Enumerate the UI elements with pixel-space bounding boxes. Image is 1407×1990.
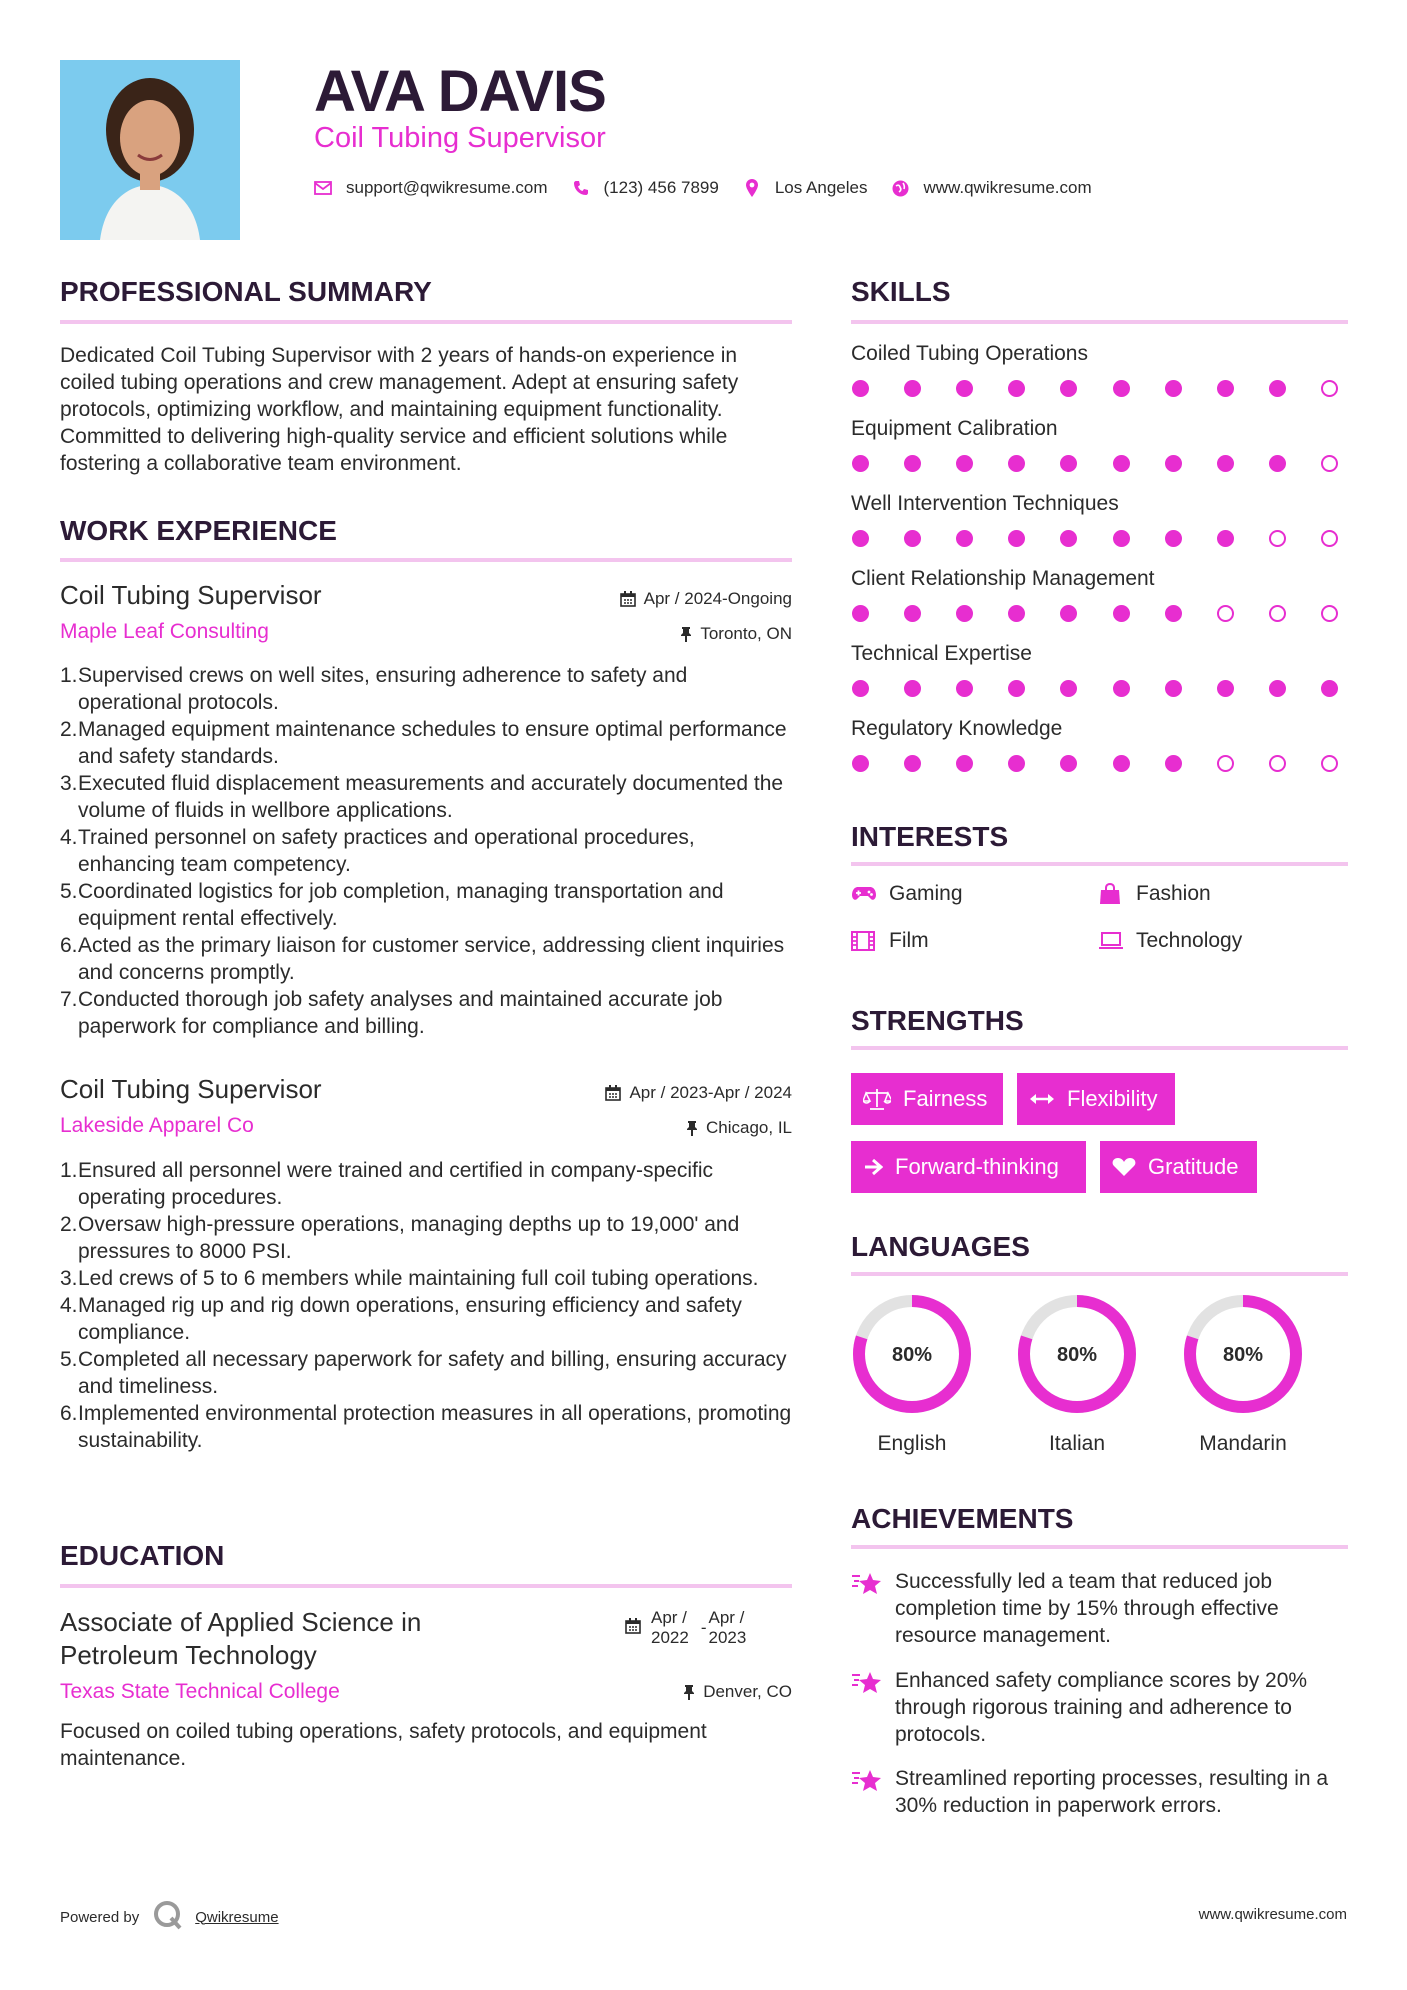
rating-dot-filled (852, 605, 869, 622)
rating-dot-filled (1008, 455, 1025, 472)
interest-fashion: Fashion (1098, 882, 1211, 906)
rating-dot-filled (852, 680, 869, 697)
pushpin-icon (683, 1684, 695, 1700)
list-item: 1. Ensured all personnel were trained and certified in company-specific operating procedures. (60, 1159, 714, 1209)
contact-location: Los Angeles (774, 178, 868, 197)
job-responsibilities (60, 1157, 796, 1454)
rating-dot-filled (1217, 680, 1234, 697)
rating-dot-filled (1165, 530, 1182, 547)
globe-icon (891, 179, 909, 197)
rating-dot-filled (904, 530, 921, 547)
rating-dot-filled (1060, 455, 1077, 472)
rating-dot-filled (1060, 755, 1077, 772)
achievement-item: Enhanced safety compliance scores by 20% through rigorous training and adherence to protocols. (851, 1667, 1345, 1748)
job-location-text: Chicago, IL (706, 1118, 792, 1137)
rating-dot-filled (956, 605, 973, 622)
job-company: Maple Leaf Consulting (60, 620, 269, 643)
rating-dot-filled (904, 605, 921, 622)
skill-name: Coiled Tubing Operations (851, 342, 1088, 365)
strength-fairness: Fairness (851, 1073, 1003, 1125)
qwikresume-logo-icon (153, 1900, 183, 1934)
rating-dot-filled (1165, 680, 1182, 697)
skill-name: Technical Expertise (851, 642, 1032, 665)
summary-text: Dedicated Coil Tubing Supervisor with 2 years of hands-on experience in coiled tubing operations and crew management. Adept at ensuring safety protocols, optimizing workflow, and maintaining equipment functionality. Committed to delivering high-quality service and efficient solutions while fostering a collaborative team environment. (60, 344, 739, 475)
rating-dot-filled (1321, 680, 1338, 697)
experience-heading: WORK EXPERIENCE (60, 515, 337, 546)
list-item: 6. Implemented environmental protection measures in all operations, promoting sustainability. (60, 1402, 792, 1452)
rating-dot-empty (1321, 455, 1338, 472)
list-item: 2. Oversaw high-pressure operations, managing depths up to 19,000' and pressures to 8000 PSI. (60, 1213, 740, 1263)
language-ring (1016, 1293, 1138, 1415)
rating-dot-filled (956, 530, 973, 547)
rating-dot-filled (1165, 455, 1182, 472)
rating-dot-filled (1008, 380, 1025, 397)
date-separator: - (700, 1618, 707, 1637)
rating-dot-filled (956, 680, 973, 697)
calendar-icon (620, 591, 636, 607)
degree-title: Associate of Applied Science in Petroleum Technology (60, 1607, 422, 1670)
job-location-text: Toronto, ON (700, 624, 792, 643)
contact-email[interactable]: support@qwikresume.com (346, 178, 548, 197)
education-divider (60, 1584, 792, 1588)
interest-film: Film (851, 929, 929, 953)
strengths-heading: STRENGTHS (851, 1005, 1024, 1036)
rating-dot-filled (904, 380, 921, 397)
shopping-bag-icon (1098, 883, 1126, 905)
skills-heading: SKILLS (851, 276, 951, 307)
list-item: 1. Supervised crews on well sites, ensuring adherence to safety and operational protocols. (60, 664, 688, 714)
footer-powered-by: Powered by Qwikresume (60, 1900, 279, 1934)
language-percent: 80% (1056, 1344, 1098, 1366)
skill-rating (852, 380, 1338, 397)
rating-dot-empty (1269, 605, 1286, 622)
experience-divider (60, 558, 792, 562)
rating-dot-empty (1217, 605, 1234, 622)
envelope-icon (314, 179, 332, 197)
job-dates (480, 589, 792, 609)
strength-forward-thinking: Forward-thinking (851, 1141, 1086, 1193)
end-date: Apr / 2023 (708, 1608, 747, 1647)
achievement-item: Streamlined reporting processes, resulting in a 30% reduction in paperwork errors. (851, 1765, 1345, 1819)
skill-name: Equipment Calibration (851, 417, 1058, 440)
rating-dot-filled (1008, 680, 1025, 697)
achievement-item: Successfully led a team that reduced job completion time by 15% through effective resource management. (851, 1568, 1345, 1649)
job-dates (480, 1083, 792, 1103)
arrow-right-icon (863, 1158, 883, 1176)
shooting-star-icon (851, 1765, 885, 1819)
rating-dot-filled (1217, 380, 1234, 397)
rating-dot-filled (852, 755, 869, 772)
languages-divider (851, 1272, 1348, 1276)
start-date: Apr / 2022 (651, 1608, 689, 1647)
contact-website[interactable]: www.qwikresume.com (923, 178, 1092, 197)
calendar-icon (605, 1085, 621, 1101)
rating-dot-filled (1113, 755, 1130, 772)
rating-dot-filled (1008, 530, 1025, 547)
skills-divider (851, 320, 1348, 324)
heart-icon (1112, 1157, 1136, 1177)
candidate-role: Coil Tubing Supervisor (314, 122, 606, 154)
rating-dot-filled (1113, 530, 1130, 547)
summary-divider (60, 320, 792, 324)
pushpin-icon (680, 626, 692, 642)
rating-dot-filled (1269, 455, 1286, 472)
rating-dot-filled (1165, 605, 1182, 622)
candidate-name: AVA DAVIS (314, 59, 606, 124)
footer-website[interactable]: www.qwikresume.com (1198, 1906, 1347, 1923)
interest-gaming: Gaming (851, 882, 963, 906)
footer-brand-link[interactable]: Qwikresume (195, 1908, 279, 1926)
rating-dot-empty (1321, 530, 1338, 547)
interest-technology: Technology (1098, 929, 1242, 953)
education-dates (625, 1608, 746, 1648)
job-location (480, 1118, 792, 1138)
rating-dot-filled (1060, 605, 1077, 622)
language-name: Mandarin (1199, 1432, 1287, 1455)
rating-dot-filled (1113, 605, 1130, 622)
interests-divider (851, 862, 1348, 866)
job-dates-text: Apr / 2024-Ongoing (643, 589, 792, 608)
rating-dot-filled (1113, 455, 1130, 472)
language-item (1016, 1293, 1138, 1456)
list-item: 7. Conducted thorough job safety analyses and maintained accurate job paperwork for compliance and billing. (60, 988, 723, 1038)
language-item (851, 1293, 973, 1456)
language-name: English (877, 1432, 947, 1455)
list-item: 4. Managed rig up and rig down operations, ensuring efficiency and safety compliance. (60, 1294, 742, 1344)
job-title: Coil Tubing Supervisor (60, 580, 322, 610)
rating-dot-filled (1113, 680, 1130, 697)
language-name: Italian (1048, 1432, 1106, 1455)
school-name: Texas State Technical College (60, 1680, 340, 1703)
contact-bar (314, 178, 1116, 198)
list-item: 3. Executed fluid displacement measurements and accurately documented the volume of fluids in wellbore applications. (60, 772, 784, 822)
laptop-icon (1098, 930, 1126, 952)
rating-dot-empty (1269, 755, 1286, 772)
job-company: Lakeside Apparel Co (60, 1114, 254, 1137)
calendar-icon (625, 1618, 641, 1634)
rating-dot-filled (956, 380, 973, 397)
rating-dot-empty (1321, 605, 1338, 622)
gamepad-icon (851, 883, 879, 905)
strength-gratitude: Gratitude (1100, 1141, 1257, 1193)
rating-dot-filled (852, 380, 869, 397)
rating-dot-filled (904, 455, 921, 472)
strengths-divider (851, 1046, 1348, 1050)
rating-dot-filled (1060, 380, 1077, 397)
list-item: 6. Acted as the primary liaison for customer service, addressing client inquiries and concerns promptly. (60, 934, 785, 984)
skill-name: Client Relationship Management (851, 567, 1155, 590)
languages-heading: LANGUAGES (851, 1231, 1030, 1262)
map-marker-icon (743, 179, 761, 197)
language-item (1182, 1293, 1304, 1456)
interests-heading: INTERESTS (851, 821, 1009, 852)
contact-phone[interactable]: (123) 456 7899 (603, 178, 719, 197)
rating-dot-filled (852, 455, 869, 472)
list-item: 5. Coordinated logistics for job completion, managing transportation and equipment rental effectively. (60, 880, 724, 930)
strength-flexibility: Flexibility (1017, 1073, 1175, 1125)
rating-dot-filled (1269, 380, 1286, 397)
pushpin-icon (686, 1120, 698, 1136)
achievements-heading: ACHIEVEMENTS (851, 1503, 1074, 1534)
rating-dot-filled (852, 530, 869, 547)
shooting-star-icon (851, 1568, 885, 1649)
balance-scale-icon (863, 1088, 891, 1110)
rating-dot-filled (956, 755, 973, 772)
language-ring (1182, 1293, 1304, 1415)
list-item: 5. Completed all necessary paperwork for safety and billing, ensuring accuracy and timeliness. (60, 1348, 787, 1398)
job-dates-text: Apr / 2023-Apr / 2024 (629, 1083, 792, 1102)
rating-dot-filled (904, 755, 921, 772)
rating-dot-filled (1217, 455, 1234, 472)
rating-dot-filled (904, 680, 921, 697)
education-location-text: Denver, CO (703, 1682, 792, 1701)
profile-photo (60, 60, 240, 240)
rating-dot-filled (1060, 530, 1077, 547)
skill-rating (852, 680, 1338, 697)
list-item: 2. Managed equipment maintenance schedules to ensure optimal performance and safety standards. (60, 718, 787, 768)
language-percent: 80% (891, 1344, 933, 1366)
film-icon (851, 930, 879, 952)
arrows-h-icon (1029, 1092, 1055, 1106)
education-heading: EDUCATION (60, 1540, 225, 1571)
language-percent: 80% (1222, 1344, 1264, 1366)
education-description: Focused on coiled tubing operations, safety protocols, and equipment maintenance. (60, 1720, 707, 1770)
language-ring (851, 1293, 973, 1415)
education-location (480, 1682, 792, 1702)
summary-heading: PROFESSIONAL SUMMARY (60, 276, 432, 307)
shooting-star-icon (851, 1667, 885, 1748)
rating-dot-filled (1113, 380, 1130, 397)
rating-dot-filled (1217, 530, 1234, 547)
rating-dot-filled (1165, 380, 1182, 397)
rating-dot-filled (1008, 755, 1025, 772)
rating-dot-filled (1165, 755, 1182, 772)
skill-rating (852, 755, 1338, 772)
job-location (480, 624, 792, 644)
list-item: 4. Trained personnel on safety practices and operational procedures, enhancing team competency. (60, 826, 695, 876)
skill-rating (852, 455, 1338, 472)
rating-dot-empty (1217, 755, 1234, 772)
skill-rating (852, 530, 1338, 547)
skill-name: Regulatory Knowledge (851, 717, 1063, 740)
skill-name: Well Intervention Techniques (851, 492, 1119, 515)
list-item: 3. Led crews of 5 to 6 members while maintaining full coil tubing operations. (60, 1267, 759, 1290)
rating-dot-empty (1321, 755, 1338, 772)
rating-dot-filled (1008, 605, 1025, 622)
skill-rating (852, 605, 1338, 622)
job-responsibilities (60, 662, 796, 1040)
job-title: Coil Tubing Supervisor (60, 1074, 322, 1104)
rating-dot-filled (1269, 680, 1286, 697)
rating-dot-filled (956, 455, 973, 472)
rating-dot-filled (1060, 680, 1077, 697)
phone-icon (572, 179, 590, 197)
rating-dot-empty (1269, 530, 1286, 547)
rating-dot-empty (1321, 380, 1338, 397)
achievements-divider (851, 1545, 1348, 1549)
